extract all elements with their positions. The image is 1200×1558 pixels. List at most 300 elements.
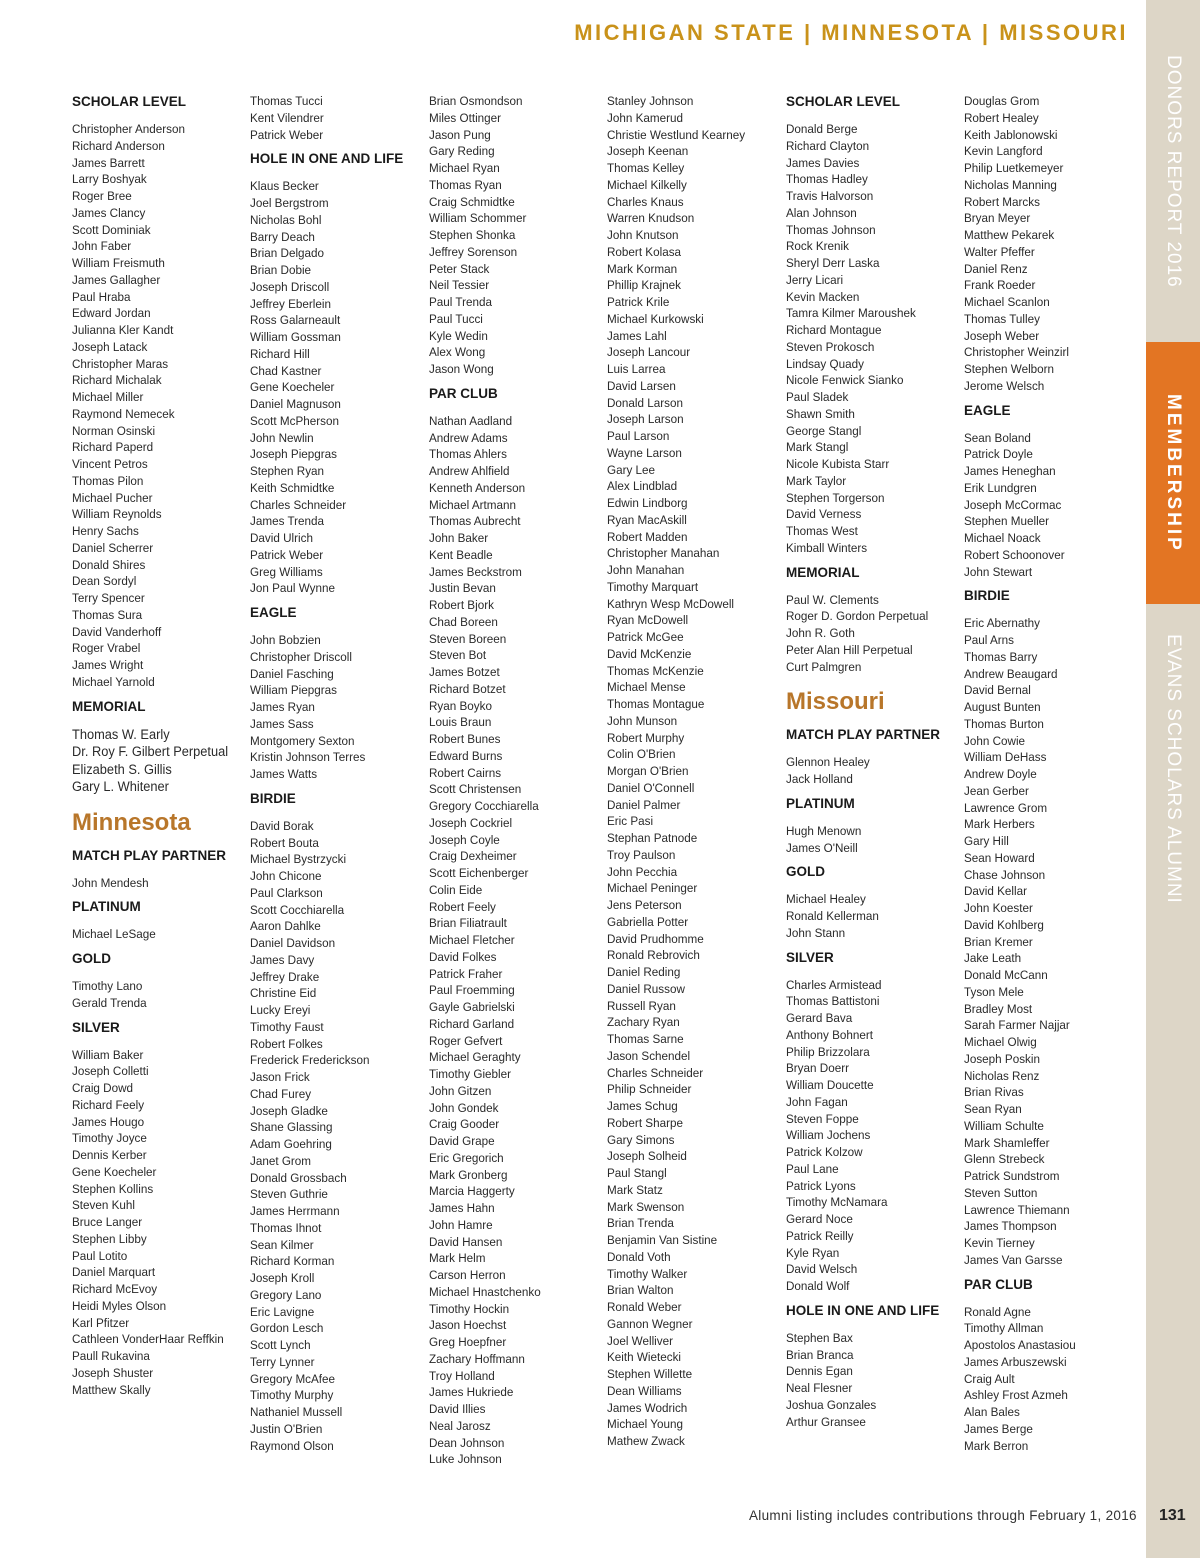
donor-name: Arthur Gransee [786, 1414, 866, 1429]
donor-name: Neal Jarosz [429, 1418, 491, 1433]
donor-column-4 [607, 93, 779, 1450]
donor-name: Dean Williams [607, 1383, 682, 1398]
donor-name: Thomas Ahlers [429, 447, 507, 462]
donor-name: Gerard Bava [786, 1011, 853, 1025]
donor-name: Christopher Weinzirl [964, 345, 1069, 360]
donor-name: Gregory McAfee [250, 1371, 336, 1386]
donor-name: Daniel Magnuson [250, 397, 341, 411]
donor-name: Nathaniel Mussell [250, 1405, 343, 1419]
donor-name: Robert Kolasa [607, 244, 682, 259]
donor-name: Scott McPherson [250, 413, 339, 428]
donor-name: David Grape [429, 1134, 495, 1148]
donor-name: Jerry Licari [786, 272, 844, 287]
donor-name: Barry Deach [250, 229, 315, 244]
donor-name: John Koester [964, 901, 1033, 915]
section-heading: HOLE IN ONE AND LIFE [786, 1302, 940, 1318]
donor-name: Eric Pasi [607, 814, 654, 829]
donor-name: David Kohlberg [964, 917, 1044, 932]
donor-name: Timothy Walker [607, 1266, 688, 1281]
donor-name: Brian Filiatrault [429, 916, 507, 931]
section-sidebar [1146, 0, 1200, 1558]
state-heading: Missouri [786, 688, 885, 716]
donor-name: Dean Johnson [429, 1435, 505, 1450]
donor-name: Richard Montague [786, 323, 882, 337]
donor-name: Michael Kurkowski [607, 311, 704, 326]
donor-name: Alex Wong [429, 345, 486, 360]
donor-name: Nicole Kubista Starr [786, 457, 890, 471]
donor-name: Dennis Kerber [72, 1148, 147, 1162]
donor-name: Craig Ault [964, 1371, 1015, 1386]
section-heading: MATCH PLAY PARTNER [72, 847, 227, 863]
donor-name: Joseph Larson [607, 412, 684, 427]
donor-name: Norman Osinski [72, 423, 156, 438]
donor-name: Daniel Fasching [250, 666, 334, 681]
donor-name: Jack Holland [786, 772, 853, 786]
donor-name: Kimball Winters [786, 540, 868, 555]
donor-name: Donald Shires [72, 557, 146, 572]
donor-name: Christine Eid [250, 986, 317, 1001]
donor-name: Paul Lane [786, 1161, 839, 1176]
donor-name: Michael Bystrzycki [250, 852, 347, 867]
donor-name: Eric Abernathy [964, 616, 1040, 631]
donor-name: Lawrence Thiemann [964, 1202, 1070, 1217]
donor-column-3 [429, 93, 601, 1468]
donor-name: James Hahn [429, 1201, 495, 1215]
donor-name: Heidi Myles Olson [72, 1298, 167, 1313]
donor-name: Patrick Weber [250, 127, 324, 142]
donor-name: Paul Sladek [786, 390, 849, 404]
donor-name: Scott Lynch [250, 1338, 311, 1352]
donor-name: Joseph Gladke [250, 1103, 328, 1118]
donor-name: James Davy [250, 952, 315, 967]
donor-name: Alex Lindblad [607, 479, 678, 494]
donor-name: Robert Murphy [607, 730, 685, 745]
donor-name: Scott Christensen [429, 782, 522, 797]
donor-name: Bradley Most [964, 1001, 1033, 1016]
donor-name: Nicholas Manning [964, 177, 1057, 192]
donor-name: Cathleen VonderHaar Reffkin [72, 1332, 224, 1347]
donor-name: Peter Stack [429, 261, 490, 276]
donor-name: Steven Kuhl [72, 1198, 135, 1213]
donor-name: Joseph Kroll [250, 1271, 315, 1285]
sidebar-report-tab [1146, 0, 1200, 342]
donor-name: David Borak [250, 818, 314, 833]
donor-name: Thomas Ihnot [250, 1220, 322, 1235]
donor-name: Brian Walton [607, 1283, 674, 1298]
donor-name: Stephen Ryan [250, 464, 325, 478]
donor-name: Robert Folkes [250, 1036, 323, 1051]
donor-name: Justin Bevan [429, 581, 496, 596]
donor-name: William Doucette [786, 1078, 874, 1092]
section-heading: PLATINUM [786, 795, 855, 811]
donor-name: Stephen Bax [786, 1330, 853, 1345]
donor-name: Robert Bouta [250, 835, 319, 850]
donor-name: Nicholas Bohl [250, 212, 322, 227]
donor-name: James Botzet [429, 665, 500, 679]
donor-name: Kyle Wedin [429, 328, 488, 343]
donor-name: Patrick McGee [607, 630, 684, 644]
sidebar-alumni-label: EVANS SCHOLARS ALUMNI [1163, 634, 1184, 904]
donor-name: Timothy Lano [72, 979, 143, 993]
donor-name: Tyson Mele [964, 984, 1024, 999]
donor-name: Mark Gronberg [429, 1167, 508, 1182]
donor-name: Stanley Johnson [607, 94, 694, 108]
donor-name: Donald Larson [607, 395, 683, 410]
donor-name: Ronald Rebrovich [607, 948, 700, 963]
donor-name: Kathryn Wesp McDowell [607, 596, 735, 611]
donor-name: James Sass [250, 716, 314, 731]
donor-name: Michael Peninger [607, 881, 698, 896]
donor-name: Lindsay Quady [786, 356, 864, 371]
donor-name: Charles Schneider [607, 1065, 704, 1080]
donor-name: John Knutson [607, 228, 679, 242]
donor-name: John Chicone [250, 869, 322, 883]
sidebar-membership-label: MEMBERSHIP [1163, 393, 1184, 553]
donor-name: Andrew Ahlfield [429, 464, 510, 478]
sidebar-membership-tab [1146, 342, 1200, 604]
donor-name: Ross Galarneault [250, 313, 341, 328]
donor-name: Patrick Kolzow [786, 1145, 863, 1159]
section-heading: BIRDIE [964, 588, 1010, 604]
donor-name: Steven Boreen [429, 631, 507, 646]
donor-name: Timothy Hockin [429, 1301, 510, 1316]
donor-name: Bruce Langer [72, 1215, 143, 1229]
donor-name: Morgan O'Brien [607, 764, 689, 778]
donor-name: James O'Neill [786, 840, 858, 855]
donor-name: Timothy Giebler [429, 1067, 512, 1081]
donor-name: Joseph Coyle [429, 832, 500, 847]
sidebar-report-label: DONORS REPORT 2016 [1163, 54, 1184, 288]
donor-name: Timothy Murphy [250, 1388, 334, 1403]
donor-name: Jeffrey Sorenson [429, 244, 518, 259]
section-heading: SCHOLAR LEVEL [786, 94, 901, 109]
donor-name: Richard Korman [250, 1254, 335, 1269]
section-heading: PAR CLUB [964, 1276, 1033, 1292]
donor-name: Stephen Torgerson [786, 490, 885, 505]
donor-name: David Verness [786, 507, 862, 522]
donor-name: Edward Jordan [72, 306, 151, 321]
donor-name: David Vanderhoff [72, 624, 162, 639]
donor-name: Mark Korman [607, 261, 678, 276]
donor-name: Ryan McDowell [607, 613, 689, 628]
donor-name: Joseph Cockriel [429, 815, 513, 830]
donor-name: Mark Swenson [607, 1199, 685, 1214]
donor-name: Philip Schneider [607, 1082, 692, 1097]
donor-name: Dennis Egan [786, 1364, 853, 1379]
donor-name: Erik Lundgren [964, 480, 1037, 495]
donor-name: Charles Knaus [607, 194, 684, 209]
donor-name: Jason Pung [429, 127, 491, 142]
donor-name: Terry Lynner [250, 1354, 315, 1369]
donor-name: Andrew Beaugard [964, 666, 1058, 681]
donor-name: Gene Koecheler [72, 1164, 157, 1179]
footer-note: Alumni listing includes contributions through February 1, 2016 [749, 1508, 1137, 1523]
donor-name: Ryan Boyko [429, 698, 492, 713]
donor-name: Brian Branca [786, 1347, 854, 1362]
donor-name: William Piepgras [250, 683, 337, 698]
donor-name: Gary Hill [964, 834, 1009, 848]
donor-name: Joseph Solheid [607, 1149, 687, 1164]
donor-name: Thomas Tucci [250, 94, 323, 108]
memorial-name: Dr. Roy F. Gilbert Perpetual [72, 744, 229, 759]
donor-name: Robert Healey [964, 110, 1039, 125]
donor-name: Paul Hraba [72, 289, 131, 304]
donor-name: David Ulrich [250, 531, 313, 545]
donor-name: Joseph Latack [72, 339, 148, 354]
donor-name: Patrick Reilly [786, 1228, 854, 1243]
donor-name: Curt Palmgren [786, 659, 862, 674]
section-heading: EAGLE [250, 605, 297, 620]
donor-name: Montgomery Sexton [250, 733, 355, 748]
section-heading: PAR CLUB [429, 385, 498, 401]
donor-name: Patrick Krile [607, 295, 670, 309]
donor-name: Brian Kremer [964, 934, 1033, 949]
donor-name: Thomas Sarne [607, 1032, 684, 1046]
donor-name: Jens Peterson [607, 898, 682, 912]
section-heading: PLATINUM [72, 899, 141, 915]
donor-name: Jon Paul Wynne [250, 581, 335, 596]
donor-name: Steven Sutton [964, 1185, 1038, 1200]
donor-name: Stephan Patnode [607, 831, 698, 845]
donor-name: Jason Frick [250, 1070, 310, 1084]
donor-name: Daniel Davidson [250, 936, 336, 950]
donor-name: Paul Arns [964, 633, 1015, 647]
donor-name: Kevin Tierney [964, 1236, 1035, 1250]
donor-name: William Baker [72, 1047, 144, 1062]
donor-name: Michael Young [607, 1417, 683, 1432]
donor-name: Douglas Grom [964, 94, 1040, 108]
donor-name: Ryan MacAskill [607, 512, 687, 527]
donor-name: William Schommer [429, 211, 527, 226]
section-heading: SILVER [72, 1019, 120, 1035]
donor-name: Donald Grossbach [250, 1170, 347, 1185]
donor-name: Timothy Faust [250, 1019, 324, 1034]
memorial-name: Elizabeth S. Gillis [72, 761, 172, 777]
donor-column-1 [72, 93, 244, 1398]
donor-name: Kent Vilendrer [250, 110, 324, 125]
donor-name: James Gallagher [72, 272, 161, 287]
donor-name: James Ryan [250, 700, 315, 714]
section-heading: HOLE IN ONE AND LIFE [250, 151, 404, 167]
donor-name: Richard Clayton [786, 138, 870, 153]
donor-name: James Barrett [72, 155, 145, 170]
donor-name: Steven Foppe [786, 1111, 859, 1126]
section-heading: MEMORIAL [72, 698, 146, 714]
donor-name: Brian Rivas [964, 1085, 1024, 1100]
donor-name: Alan Johnson [786, 205, 857, 220]
donor-name: Paull Rukavina [72, 1349, 150, 1363]
donor-name: Dean Sordyl [72, 574, 137, 589]
donor-name: Kristin Johnson Terres [250, 750, 366, 765]
donor-name: Jerome Welsch [964, 378, 1045, 393]
donor-name: David Larsen [607, 378, 676, 393]
donor-name: Thomas Barry [964, 649, 1038, 664]
memorial-name: Gary L. Whitener [72, 779, 169, 794]
donor-name: Christie Westlund Kearney [607, 127, 746, 142]
donor-name: Keith Schmidtke [250, 480, 335, 495]
donor-name: Joseph Shuster [72, 1365, 154, 1380]
donor-name: Thomas West [786, 524, 858, 538]
donor-name: Joel Bergstrom [250, 196, 329, 210]
donor-name: James Berge [964, 1421, 1033, 1436]
section-heading: GOLD [786, 864, 825, 880]
donor-name: Craig Dowd [72, 1081, 134, 1095]
donor-name: Patrick Fraher [429, 966, 503, 981]
donor-name: Mark Helm [429, 1251, 486, 1266]
donor-name: Donald Berge [786, 122, 858, 136]
donor-name: Richard Paperd [72, 440, 154, 455]
donor-name: Michael Healey [786, 892, 866, 907]
donor-name: James Clancy [72, 205, 146, 220]
donor-name: Aaron Dahlke [250, 919, 321, 934]
donor-name: James Beckstrom [429, 564, 522, 579]
donor-name: Joel Welliver [607, 1333, 674, 1348]
donor-name: Daniel Russow [607, 981, 685, 996]
donor-name: Lucky Ereyi [250, 1003, 311, 1017]
donor-name: Chase Johnson [964, 867, 1046, 882]
donor-name: Alan Bales [964, 1405, 1020, 1419]
donor-name: Gene Koecheler [250, 380, 335, 395]
donor-name: Karl Pfitzer [72, 1315, 130, 1330]
donor-name: Wayne Larson [607, 445, 682, 460]
donor-name: Richard Anderson [72, 138, 165, 153]
donor-name: Philip Luetkemeyer [964, 161, 1064, 175]
donor-name: Thomas Hadley [786, 172, 868, 187]
donor-name: Carson Herron [429, 1268, 506, 1282]
donor-name: Patrick Sundstrom [964, 1169, 1060, 1183]
donor-name: Patrick Doyle [964, 447, 1033, 462]
donor-name: Thomas Kelley [607, 161, 685, 175]
donor-name: Daniel O'Connell [607, 780, 695, 795]
donor-name: Anthony Bohnert [786, 1027, 874, 1042]
donor-name: Michael Kilkelly [607, 177, 687, 192]
donor-name: William Gossman [250, 330, 341, 344]
donor-name: Christopher Driscoll [250, 649, 352, 664]
donor-name: John Stewart [964, 564, 1033, 579]
donor-name: William DeHass [964, 750, 1047, 765]
donor-name: Joseph McCormac [964, 497, 1062, 512]
donor-name: Christopher Maras [72, 356, 169, 371]
donor-name: Kyle Ryan [786, 1245, 840, 1260]
donor-name: Brian Delgado [250, 246, 325, 261]
donor-name: Neil Tessier [429, 278, 490, 293]
section-heading: SILVER [786, 949, 834, 965]
donor-name: Joseph Keenan [607, 144, 689, 159]
donor-name: Christopher Anderson [72, 122, 186, 136]
donor-name: Steven Guthrie [250, 1187, 328, 1202]
donor-name: John Stann [786, 925, 846, 940]
donor-name: Joseph Piepgras [250, 447, 338, 462]
donor-name: Troy Paulson [607, 847, 676, 862]
donor-name: Gayle Gabrielski [429, 1000, 515, 1014]
donor-name: Michael Hnastchenko [429, 1284, 541, 1299]
donor-name: William Schulte [964, 1118, 1044, 1133]
donor-name: Marcia Haggerty [429, 1184, 515, 1199]
donor-name: George Stangl [786, 423, 862, 438]
donor-name: Christopher Manahan [607, 546, 720, 561]
donor-name: Joseph Poskin [964, 1051, 1040, 1066]
donor-name: Robert Sharpe [607, 1115, 683, 1130]
donor-name: John Bobzien [250, 633, 321, 647]
donor-name: Keith Wietecki [607, 1350, 682, 1365]
donor-name: Thomas Aubrecht [429, 514, 521, 529]
donor-name: Timothy Joyce [72, 1131, 147, 1146]
donor-name: Michael Fletcher [429, 933, 515, 947]
donor-name: Mark Shamleffer [964, 1135, 1050, 1150]
donor-name: Kent Beadle [429, 547, 493, 562]
donor-name: Mark Berron [964, 1438, 1029, 1453]
page-number: 131 [1159, 1507, 1186, 1524]
donor-name: Brian Dobie [250, 263, 312, 277]
donor-name: Richard Michalak [72, 373, 162, 388]
donor-name: John Baker [429, 531, 489, 545]
donor-name: Thomas Ryan [429, 177, 502, 192]
donor-name: August Bunten [964, 700, 1041, 714]
donor-name: Brian Trenda [607, 1216, 674, 1231]
donor-name: Charles Schneider [250, 497, 347, 512]
donor-name: Terry Spencer [72, 591, 145, 605]
donor-name: John Gitzen [429, 1083, 492, 1098]
donor-name: Warren Knudson [607, 211, 695, 226]
donor-name: James Thompson [964, 1219, 1057, 1234]
donor-name: Thomas Johnson [786, 222, 876, 237]
donor-name: Stephen Mueller [964, 514, 1050, 529]
donor-name: Michael Geraghty [429, 1050, 521, 1065]
donor-name: Tamra Kilmer Maroushek [786, 306, 916, 321]
donor-name: Ronald Agne [964, 1304, 1031, 1319]
donor-name: John Pecchia [607, 864, 678, 879]
donor-name: Jason Wong [429, 362, 494, 376]
donor-name: Troy Holland [429, 1368, 495, 1383]
donor-name: Nicholas Renz [964, 1068, 1040, 1083]
donor-name: William Jochens [786, 1128, 871, 1143]
donor-name: Gregory Cocchiarella [429, 799, 539, 813]
donor-column-6 [964, 93, 1136, 1454]
donor-name: Jeffrey Drake [250, 969, 320, 984]
donor-name: Joseph Driscoll [250, 279, 330, 294]
donor-name: Daniel Marquart [72, 1265, 156, 1280]
donor-name: Paul Clarkson [250, 885, 323, 900]
donor-name: Robert Marcks [964, 194, 1040, 209]
donor-name: David Hansen [429, 1234, 503, 1249]
donor-name: Klaus Becker [250, 179, 319, 194]
donor-name: Gordon Lesch [250, 1321, 324, 1336]
donor-name: Stephen Welborn [964, 362, 1055, 376]
donor-name: Stephen Kollins [72, 1181, 154, 1196]
donor-name: John Hamre [429, 1217, 493, 1232]
donor-name: Jeffrey Eberlein [250, 296, 331, 311]
donor-name: James Wright [72, 658, 144, 672]
donor-name: Michael Scanlon [964, 295, 1050, 309]
donor-name: Daniel Palmer [607, 797, 681, 812]
donor-name: Michael Pucher [72, 490, 153, 505]
donor-name: Jason Schendel [607, 1048, 691, 1063]
section-heading: EAGLE [964, 402, 1011, 418]
donor-name: Michael Ryan [429, 161, 500, 175]
donor-name: Richard Botzet [429, 681, 506, 696]
section-heading: BIRDIE [250, 790, 296, 806]
donor-name: Shane Glassing [250, 1120, 333, 1135]
donor-name: James Hougo [72, 1114, 145, 1129]
donor-name: Peter Alan Hill Perpetual [786, 642, 913, 657]
donor-name: John Manahan [607, 563, 685, 577]
donor-name: Janet Grom [250, 1153, 312, 1168]
donor-name: Scott Cocchiarella [250, 902, 345, 917]
donor-name: David Folkes [429, 949, 497, 964]
section-heading: MEMORIAL [786, 564, 860, 580]
donor-name: Colin O'Brien [607, 747, 676, 762]
donor-name: Scott Eichenberger [429, 866, 529, 880]
